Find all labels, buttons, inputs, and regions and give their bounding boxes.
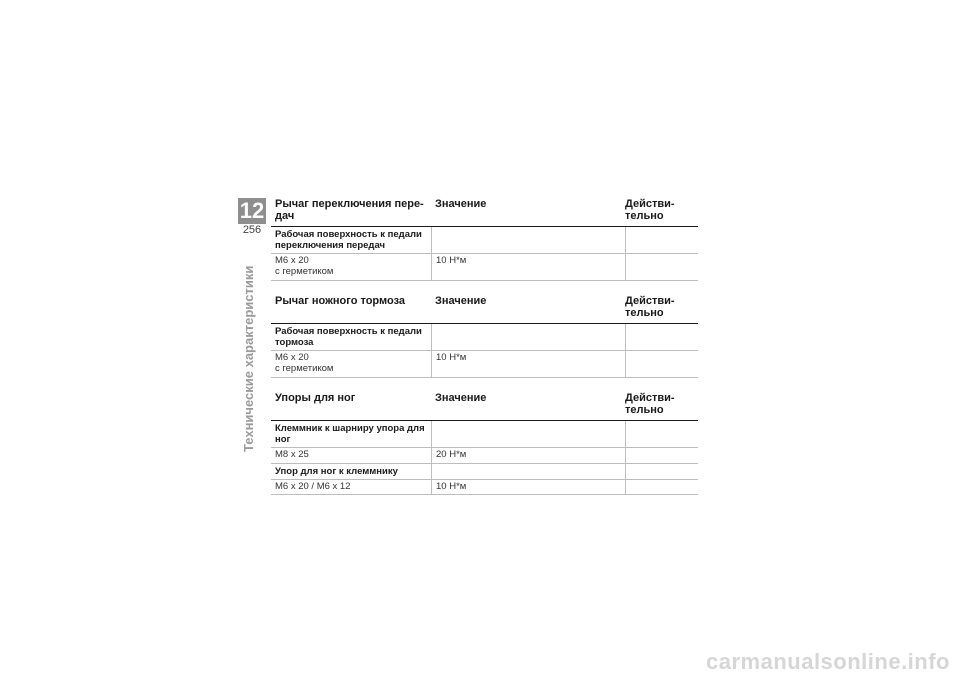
row-valid — [625, 324, 698, 350]
row-value — [431, 421, 625, 447]
row-label — [271, 351, 431, 377]
header-value: Значение — [435, 198, 487, 210]
row-label: Рабочая поверхность к педали переключения передач — [275, 229, 422, 251]
table-row — [271, 421, 698, 448]
row-valid — [625, 421, 698, 447]
section-footrests — [271, 390, 698, 495]
row-valid — [625, 351, 698, 377]
watermark: carmanualsonline.info — [706, 649, 950, 674]
row-valid — [625, 464, 698, 479]
row-valid — [625, 448, 698, 463]
row-value: 20 Н*м — [431, 448, 625, 463]
table-row — [271, 254, 698, 281]
header-valid: Действи-тельно — [625, 392, 675, 416]
table-header-row — [271, 196, 698, 227]
table-header-row — [271, 293, 698, 324]
row-valid — [625, 480, 698, 495]
row-value: 10 Н*м — [431, 480, 625, 495]
row-label: Упор для ног к клеммнику — [275, 465, 398, 477]
row-valid — [625, 254, 698, 280]
torque-table — [271, 196, 698, 495]
page-number: 256 — [242, 224, 262, 236]
header-component: Рычаг переключения пере-дач — [275, 198, 424, 222]
table-row — [271, 351, 698, 378]
row-value — [431, 464, 625, 479]
row-label-note: с герметиком — [275, 362, 334, 374]
table-header-row — [271, 390, 698, 421]
table-row — [271, 227, 698, 254]
header-component: Упоры для ног — [275, 392, 356, 404]
row-valid — [625, 227, 698, 253]
row-label-size: M6 x 20 — [275, 255, 309, 266]
row-value — [431, 227, 625, 253]
table-row — [271, 480, 698, 496]
chapter-marker — [238, 198, 266, 236]
section-brake-lever — [271, 293, 698, 378]
header-valid: Действи-тельно — [625, 198, 675, 222]
table-row — [271, 448, 698, 464]
header-valid: Действи-тельно — [625, 295, 675, 319]
row-label: Рабочая поверхность к педали тормоза — [275, 326, 422, 348]
chapter-title: Технические характеристики — [241, 265, 256, 452]
row-label-note: с герметиком — [275, 265, 334, 277]
chapter-number: 12 — [239, 198, 265, 223]
header-component: Рычаг ножного тормоза — [275, 295, 406, 307]
row-value: 10 Н*м — [431, 351, 625, 377]
header-value: Значение — [435, 295, 487, 307]
row-value — [431, 324, 625, 350]
row-value: 10 Н*м — [431, 254, 625, 280]
section-gear-lever — [271, 196, 698, 281]
row-label: M6 x 20 / M6 x 12 — [275, 480, 351, 492]
table-row — [271, 464, 698, 480]
row-label-size: M6 x 20 — [275, 352, 309, 363]
table-row — [271, 324, 698, 351]
row-label — [271, 254, 431, 280]
row-label: M8 x 25 — [275, 449, 309, 460]
header-value: Значение — [435, 392, 487, 404]
row-label: Клеммник к шарниру упора для ног — [275, 423, 425, 445]
